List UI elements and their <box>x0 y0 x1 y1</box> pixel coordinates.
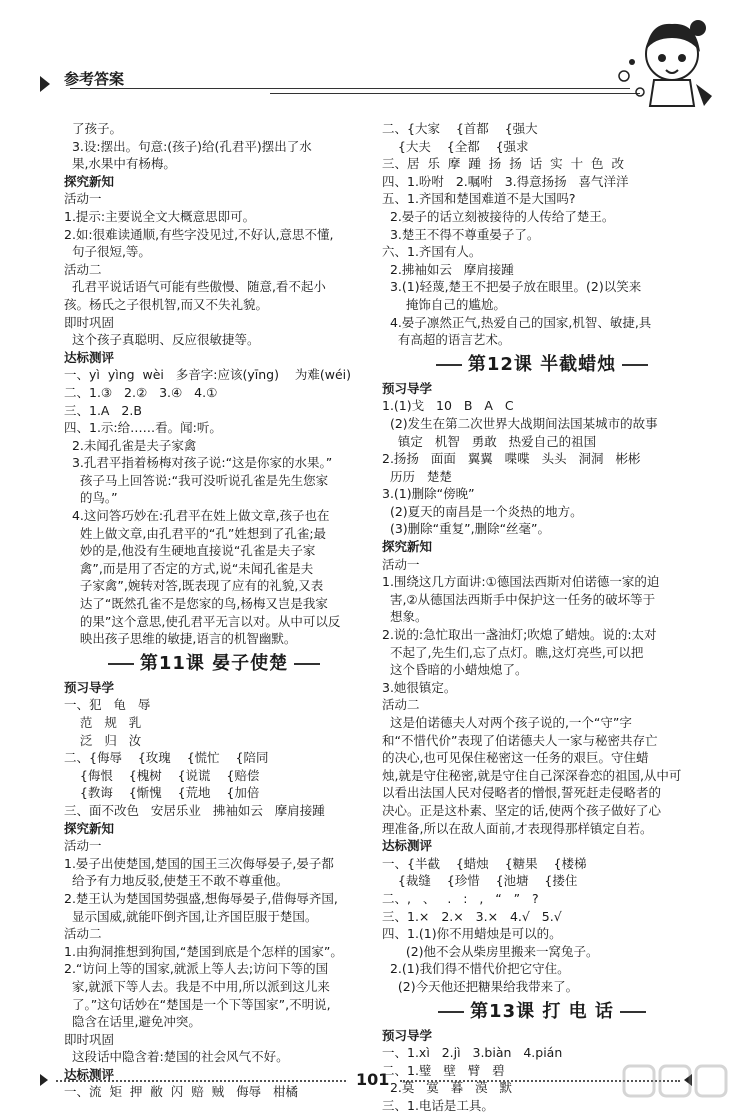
page-header <box>40 62 660 98</box>
answer-line: 活动一 <box>64 838 102 854</box>
answer-line: 一、1.xì 2.jì 3.biàn 4.pián <box>382 1045 563 1061</box>
section-heading: 探究新知 <box>64 820 115 836</box>
answer-line: 了。”这句话妙在“楚国是一个下等国家”,不明说, <box>64 996 331 1012</box>
section-heading: 预习导学 <box>382 380 433 396</box>
page-number: 101 <box>356 1070 390 1089</box>
section-heading: 达标测评 <box>64 1066 115 1082</box>
answer-line: 不起了,先生们,忘了点灯。瞧,这灯亮些,可以把 <box>382 644 644 660</box>
footer-arrow-left-icon <box>40 1074 48 1086</box>
answer-line: {裁缝 {珍惜 {池塘 {搂住 <box>382 873 578 889</box>
answer-line: 1.提示:主要说全文大概意思即可。 <box>64 208 256 224</box>
answer-line: 四、1.示:给……看。闻:听。 <box>64 420 222 436</box>
answer-line: 隐含在话里,避免冲突。 <box>64 1014 201 1030</box>
answer-line: 三、1.× 2.× 3.× 4.√ 5.√ <box>382 908 562 924</box>
answer-line: 1.(1)戈 10 B A C <box>382 398 514 414</box>
answer-line: 2.楚王认为楚国国势强盛,想侮辱晏子,借侮辱齐国, <box>64 890 338 906</box>
answer-line: 禽”,而是用了否定的方式,说“未闻孔雀是夫 <box>64 560 314 576</box>
answer-line: 这是伯诺德夫人对两个孩子说的,一个“守”字 <box>382 715 632 730</box>
answer-line: 了孩子。 <box>64 121 122 136</box>
page-footer <box>40 1068 700 1092</box>
answer-line: 三、居 乐 摩 踵 扬 扬 话 实 十 色 改 <box>382 156 624 172</box>
section-heading: 探究新知 <box>382 539 433 555</box>
answer-line: 四、1.(1)你不用蜡烛是可以的。 <box>382 926 562 942</box>
answer-line: 有高超的语言艺术。 <box>382 332 511 348</box>
section-heading: 预习导学 <box>64 679 115 695</box>
answer-column-right <box>382 120 702 1114</box>
answer-line: 孔君平说话语气可能有些傲慢、随意,看不起小 <box>64 279 326 295</box>
answer-line: 孩子马上回答说:“我可没听说孔雀是先生您家 <box>64 472 329 488</box>
answer-line: 1.由狗洞推想到狗国,“楚国到底是个怎样的国家”。 <box>64 943 343 959</box>
cartoon-girl-icon <box>610 14 720 114</box>
answer-line: {大夫 {全都 {强求 <box>382 138 529 154</box>
answer-line: 一、流 矩 押 敝 闪 赔 贼 侮辱 柑橘 <box>64 1084 299 1100</box>
lesson-heading: 第11课 晏子使楚 <box>64 653 364 675</box>
section-heading: 达标测评 <box>64 349 115 365</box>
answer-line: 2.如:很难读通顺,有些字没见过,不好认,意思不懂, <box>64 226 334 242</box>
answer-line: 3.楚王不得不尊重晏子了。 <box>382 226 540 242</box>
section-heading: 预习导学 <box>382 1027 433 1043</box>
lesson-heading: 第13课 打 电 话 <box>382 1001 702 1023</box>
header-rule <box>70 88 630 89</box>
answer-line: (3)删除“重复”,删除“丝毫”。 <box>382 521 551 537</box>
answer-line: 二、1.璧 壁 臂 碧 <box>382 1062 505 1078</box>
lesson-heading: 第12课 半截蜡烛 <box>382 354 702 376</box>
answer-line: 活动二 <box>64 261 102 277</box>
answer-line: 映出孩子思维的敏捷,语言的机智幽默。 <box>64 631 297 647</box>
answer-line: 二、{侮辱 {玫瑰 {慌忙 {陪同 <box>64 750 269 766</box>
answer-line: 掩饰自己的尴尬。 <box>382 296 506 312</box>
answer-line: 二、, 、 . : , “ ” ? <box>382 890 539 906</box>
answer-line: 达了“既然孔雀不是您家的鸟,杨梅又岂是我家 <box>64 596 328 612</box>
answer-line: 3.(1)轻蔑,楚王不把晏子放在眼里。(2)以笑来 <box>382 279 642 295</box>
answer-line: 以看出法国人民对侵略者的憎恨,誓死赶走侵略者的 <box>382 785 661 801</box>
answer-line: 2.“访问上等的国家,就派上等人去;访问下等的国 <box>64 961 329 977</box>
answer-line: 孩。杨氏之子很机智,而又不失礼貌。 <box>64 296 268 312</box>
answer-line: 即时巩固 <box>64 1031 115 1047</box>
answer-line: 4.这问答巧妙在:孔君平在姓上做文章,孩子也在 <box>64 508 330 524</box>
answer-line: 一、yì yìng wèi 多音字:应该(yīng) 为难(wéi) <box>64 367 352 383</box>
answer-line: 子家禽”,婉转对答,既表现了应有的礼貌,又表 <box>64 578 324 594</box>
answer-line: 3.她很镇定。 <box>382 679 457 695</box>
header-arrow-icon <box>40 76 50 92</box>
section-heading: 达标测评 <box>382 838 433 854</box>
answer-line: 活动二 <box>382 697 420 713</box>
answer-line: 这个孩子真聪明、反应很敏捷等。 <box>64 332 260 348</box>
answer-line: 一、{半截 {蜡烛 {糖果 {楼梯 <box>382 855 587 871</box>
answer-line: 2.晏子的话立刻被接待的人传给了楚王。 <box>382 208 615 224</box>
header-rule-secondary <box>270 93 640 94</box>
answer-line: 2.(1)我们得不惜代价把它守住。 <box>382 961 570 977</box>
answer-line: 即时巩固 <box>64 314 115 330</box>
answer-line: 果,水果中有杨梅。 <box>64 156 176 172</box>
answer-line: 的果”这个意思,使孔君平无言以对。从中可以反 <box>64 613 341 629</box>
answer-line: 2.未闻孔雀是夫子家禽 <box>64 437 197 453</box>
answer-line: 家,就派下等人去。我是不中用,所以派到这儿来 <box>64 978 330 994</box>
answer-line: 五、1.齐国和楚国难道不是大国吗? <box>382 191 576 207</box>
answer-line: 的鸟。” <box>64 490 118 506</box>
answer-line: 这段话中隐含着:楚国的社会风气不好。 <box>64 1049 289 1065</box>
answer-line: (2)他不会从柴房里搬来一窝兔子。 <box>382 943 599 959</box>
answer-line: (2)今天他还把糖果给我带来了。 <box>382 978 579 994</box>
answer-line: {教诲 {惭愧 {荒地 {加倍 <box>64 785 260 801</box>
answer-line: 范 规 乳 <box>64 715 142 730</box>
answer-line: 3.(1)删除“傍晚” <box>382 486 475 502</box>
answer-line: 泛 归 汝 <box>64 732 142 748</box>
answer-line: 二、{大家 {首都 {强大 <box>382 121 538 136</box>
answer-line: 2.莫 寞 暮 漠 默 <box>382 1080 513 1096</box>
answer-line: 1.围绕这几方面讲:①德国法西斯对伯诺德一家的迫 <box>382 574 660 590</box>
watermark-logo-icon <box>620 1062 730 1104</box>
answer-line: 给予有力地反驳,使楚王不敢不尊重他。 <box>64 873 289 889</box>
answer-line: 害,②从德国法西斯手中保护这一任务的破坏等于 <box>382 591 656 607</box>
footer-dotted-rule <box>56 1080 346 1082</box>
answer-line: 活动一 <box>64 191 102 207</box>
answer-line: 这个昏暗的小蜡烛熄了。 <box>382 662 528 678</box>
answer-line: 历历 楚楚 <box>382 468 452 484</box>
answer-line: 显示国威,就能吓倒齐国,让齐国臣服于楚国。 <box>64 908 318 924</box>
answer-line: 活动一 <box>382 556 420 572</box>
answer-line: 三、1.A 2.B <box>64 402 142 418</box>
answer-line: 1.晏子出使楚国,楚国的国王三次侮辱晏子,晏子都 <box>64 855 334 871</box>
section-heading: 探究新知 <box>64 173 115 189</box>
answer-line: 的决心,也可见保住秘密这一任务的艰巨。守住蜡 <box>382 750 649 766</box>
answer-line: 妙的是,他没有生硬地直接说“孔雀是夫子家 <box>64 543 316 559</box>
answer-line: 二、1.③ 2.② 3.④ 4.① <box>64 384 218 400</box>
answer-line: 镇定 机智 勇敢 热爱自己的祖国 <box>382 433 597 449</box>
answer-line: 3.设:摆出。句意:(孩子)给(孔君平)摆出了水 <box>64 138 312 154</box>
answer-line: 理准备,所以在敌人面前,才表现得那样镇定自若。 <box>382 820 653 836</box>
answer-line: 姓上做文章,由孔君平的“孔”姓想到了孔雀;最 <box>64 525 327 541</box>
answer-line: 六、1.齐国有人。 <box>382 244 482 260</box>
answer-line: 3.孔君平指着杨梅对孩子说:“这是你家的水果。” <box>64 455 333 471</box>
answer-line: 想象。 <box>382 609 428 625</box>
answer-line: 2.说的:急忙取出一盏油灯;吹熄了蜡烛。说的:太对 <box>382 627 657 643</box>
answer-line: 4.晏子凛然正气,热爱自己的国家,机智、敏捷,具 <box>382 314 652 330</box>
answer-line: 2.扬扬 面面 翼翼 喋喋 头头 洞洞 彬彬 <box>382 451 641 467</box>
answer-line: 一、犯 龟 辱 <box>64 697 151 713</box>
answer-line: 2.拂袖如云 摩肩接踵 <box>382 261 514 277</box>
answer-line: 四、1.吩咐 2.嘱咐 3.得意扬扬 喜气洋洋 <box>382 173 629 189</box>
answer-line: 句子很短,等。 <box>64 244 151 260</box>
answer-column-left <box>64 120 364 1101</box>
header-title: 参考答案 <box>64 70 125 88</box>
answer-line: {侮恨 {槐树 {说谎 {赔偿 <box>64 767 260 783</box>
answer-line: 决心。正是这朴素、坚定的话,使两个孩子做好了心 <box>382 802 661 818</box>
answer-line: (2)夏天的南昌是一个炎热的地方。 <box>382 503 583 519</box>
answer-line: 三、1.电话是工具。 <box>382 1097 494 1113</box>
answer-line: (2)发生在第二次世界大战期间法国某城市的故事 <box>382 415 658 431</box>
answer-line: 烛,就是守住秘密,就是守住自己深深眷恋的祖国,从中可 <box>382 767 682 783</box>
answer-line: 活动二 <box>64 926 102 942</box>
answer-line: 和“不惜代价”表现了伯诺德夫人一家与秘密共存亡 <box>382 732 658 748</box>
answer-line: 三、面不改色 安居乐业 拂袖如云 摩肩接踵 <box>64 802 325 818</box>
